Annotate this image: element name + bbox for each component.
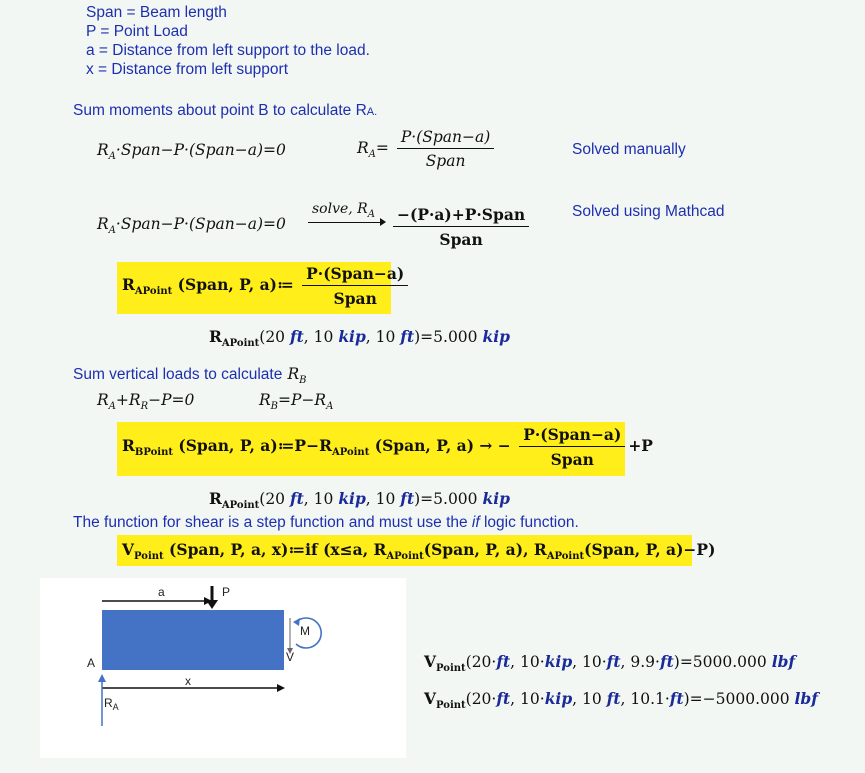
ra-eval2-ft: ft	[289, 489, 304, 508]
rb-def-args: (Span, P, a)≔P−R	[178, 436, 332, 455]
v-def-body3: (Span, P, a)−P)	[584, 540, 716, 559]
moments-note	[73, 102, 377, 120]
vertical-var: R	[287, 365, 300, 383]
equation-moments-mathcad	[97, 215, 286, 236]
eq1-rhs-name: R	[357, 139, 369, 157]
vertical-var-sub: B	[299, 375, 307, 386]
rb-def-args2: (Span, P, a) → −	[374, 436, 511, 455]
ra-def-fraction	[302, 264, 408, 308]
v-eval1-sub: Point	[436, 663, 466, 674]
eq3-plus: +R	[115, 391, 141, 409]
v-eval2-name: V	[424, 689, 437, 708]
ra-eval2-kip: kip	[338, 489, 366, 508]
v-eval1-c: , 10·	[572, 653, 607, 671]
definition-span: Span = Beam length	[86, 4, 227, 21]
ra-evaluation-1[interactable]	[209, 327, 510, 349]
eq4-sub2: A	[326, 401, 334, 412]
ra-evaluation-2[interactable]	[209, 489, 510, 511]
solve-label: solve, R	[312, 201, 368, 217]
v-eval2-a: (20·	[465, 690, 497, 708]
v-eval1-b: , 10·	[510, 653, 545, 671]
ra-eval1-a: (20	[259, 328, 290, 346]
ra-eval1-sub: APoint	[221, 338, 260, 349]
v-eval2-c: , 10	[572, 690, 607, 708]
v-eval2-lbf: lbf	[794, 689, 818, 708]
diagram-label-reaction	[104, 696, 119, 710]
ra-def-denominator: Span	[333, 289, 377, 308]
v-def-body2: (Span, P, a), R	[423, 540, 547, 559]
v-eval1-e: )=5000.000	[673, 653, 772, 671]
v-eval1-lbf: lbf	[771, 652, 796, 671]
rb-def-sub: BPoint	[134, 447, 173, 458]
solved-manually-note: Solved manually	[572, 141, 686, 158]
ra-eval1-name: R	[209, 327, 222, 346]
solve-arrow	[308, 222, 384, 223]
eq4-name: R	[259, 391, 271, 409]
eq1-lhs: R	[97, 141, 109, 159]
eq3-a: R	[97, 391, 109, 409]
shear-note-post: logic function.	[479, 514, 579, 531]
shear-note-if: if	[471, 514, 480, 531]
eq2-lhs-rest: ·Span−P·(Span−a)=0	[115, 215, 286, 233]
ra-eval1-kip: kip	[338, 327, 366, 346]
rb-def-fraction	[519, 425, 625, 469]
ra-definition[interactable]	[122, 264, 411, 308]
v-def-sub: Point	[134, 551, 164, 562]
ra-eval1-b: , 10	[303, 328, 339, 346]
diagram-label-a: a	[158, 585, 165, 599]
moment-arrowhead	[293, 618, 300, 626]
v-def-sub3: APoint	[546, 551, 585, 562]
diagram-label-r-sub: A	[112, 702, 119, 712]
v-eval1-d: , 9.9·	[620, 653, 660, 671]
equation-moments-manual	[97, 141, 286, 162]
diagram-label-r: R	[104, 696, 113, 710]
equation-ra-manual	[357, 128, 497, 170]
eq3-sub2: R	[140, 401, 149, 412]
eq2-lhs: R	[97, 215, 109, 233]
ra-eval2-c: , 10	[365, 490, 401, 508]
beam-diagram	[40, 578, 406, 758]
v-eval1-ft2: ft	[606, 652, 621, 671]
eq1-numerator: P·(Span−a)	[397, 128, 494, 149]
solve-arrowhead	[380, 218, 386, 226]
definition-p: P = Point Load	[86, 23, 188, 40]
ra-eval1-unit: kip	[482, 327, 510, 346]
solved-mathcad-note: Solved using Mathcad	[572, 203, 725, 220]
moments-note-text: Sum moments about point B to calculate R	[73, 102, 367, 119]
diagram-label-support-a: A	[87, 656, 96, 670]
ra-def-sub: APoint	[134, 286, 173, 297]
rb-definition[interactable]	[122, 425, 653, 469]
eq1-rhs-eq: =	[375, 139, 389, 157]
ra-def-numerator: P·(Span−a)	[302, 264, 408, 286]
ra-eval2-a: (20	[259, 490, 290, 508]
eq2-numerator: −(P·a)+P·Span	[393, 205, 529, 227]
eq1-rhs-sub: A	[368, 149, 376, 160]
eq2-denominator: Span	[439, 230, 483, 249]
shear-note	[73, 514, 579, 532]
eq1-lhs-sub: A	[108, 151, 116, 162]
v-eval2-sub: Point	[436, 700, 466, 711]
ra-eval2-unit: kip	[482, 489, 510, 508]
eq4-rest: =P−R	[278, 391, 327, 409]
reaction-arrowhead	[98, 674, 106, 682]
eq1-fraction	[397, 128, 494, 170]
definition-a: a = Distance from left support to the load.	[86, 42, 370, 59]
v-evaluation-2[interactable]	[424, 689, 818, 711]
ra-eval1-c: , 10	[365, 328, 401, 346]
diagram-label-v: V	[286, 650, 295, 664]
v-eval1-ft3: ft	[659, 652, 674, 671]
shear-note-pre: The function for shear is a step function and must use the	[73, 514, 472, 531]
v-eval2-ft3: ft	[669, 689, 684, 708]
ra-eval2-name: R	[209, 489, 222, 508]
eq1-denominator: Span	[425, 152, 466, 170]
diagram-label-m: M	[300, 624, 310, 638]
ra-eval1-ft2: ft	[400, 327, 415, 346]
solve-keyword	[312, 201, 375, 220]
eq3-rest: −P=0	[148, 391, 195, 409]
eq2-fraction	[393, 205, 529, 249]
v-def-body: (Span, P, a, x)≔if (x≤a, R	[169, 540, 387, 559]
v-eval1-kip: kip	[544, 652, 573, 671]
v-eval1-ft1: ft	[496, 652, 511, 671]
solve-sub: A	[367, 209, 375, 220]
v-definition[interactable]	[122, 540, 716, 562]
equation-vertical-sum	[97, 391, 195, 412]
ra-eval2-b: , 10	[303, 490, 339, 508]
equation-rb	[259, 391, 334, 412]
eq1-lhs-rest: ·Span−P·(Span−a)=0	[115, 141, 286, 159]
rb-def-denominator: Span	[550, 450, 594, 469]
v-def-sub2: APoint	[386, 551, 424, 562]
v-eval2-e: )=−5000.000	[683, 690, 795, 708]
eq3-a-sub: A	[108, 401, 116, 412]
definitions	[86, 3, 370, 79]
v-eval1-name: V	[424, 652, 437, 671]
rb-def-numerator: P·(Span−a)	[519, 425, 625, 447]
v-eval2-ft2: ft	[606, 689, 621, 708]
moments-note-sub: A.	[366, 106, 378, 118]
v-eval2-d: , 10.1·	[620, 690, 670, 708]
equation-ra-mathcad	[390, 205, 532, 249]
eq2-lhs-sub: A	[108, 225, 116, 236]
rb-def-tail: +P	[628, 436, 653, 455]
vertical-note	[73, 364, 306, 384]
definition-x: x = Distance from left support	[86, 61, 289, 78]
ra-eval1-d: )=5.000	[414, 328, 483, 346]
v-eval2-kip: kip	[544, 689, 573, 708]
ra-eval2-d: )=5.000	[414, 490, 483, 508]
rb-def-sub2: APoint	[331, 447, 370, 458]
x-dimension-arrowhead	[277, 684, 285, 692]
ra-eval2-sub: APoint	[221, 500, 260, 511]
point-load-arrowhead	[206, 600, 218, 609]
v-evaluation-1[interactable]	[424, 652, 796, 674]
ra-def-name: R	[122, 275, 135, 294]
diagram-label-x: x	[185, 674, 191, 688]
beam-segment	[102, 610, 284, 670]
v-def-name: V	[122, 540, 135, 559]
eq4-sub: B	[270, 401, 279, 412]
diagram-label-p: P	[222, 585, 231, 599]
rb-def-name: R	[122, 436, 135, 455]
ra-def-args: (Span, P, a)≔	[177, 275, 294, 294]
vertical-note-text: Sum vertical loads to calculate	[73, 366, 283, 383]
ra-eval2-ft2: ft	[400, 489, 415, 508]
ra-eval1-ft: ft	[289, 327, 304, 346]
v-eval2-ft1: ft	[496, 689, 511, 708]
v-eval1-a: (20·	[465, 653, 497, 671]
v-eval2-b: , 10·	[510, 690, 545, 708]
